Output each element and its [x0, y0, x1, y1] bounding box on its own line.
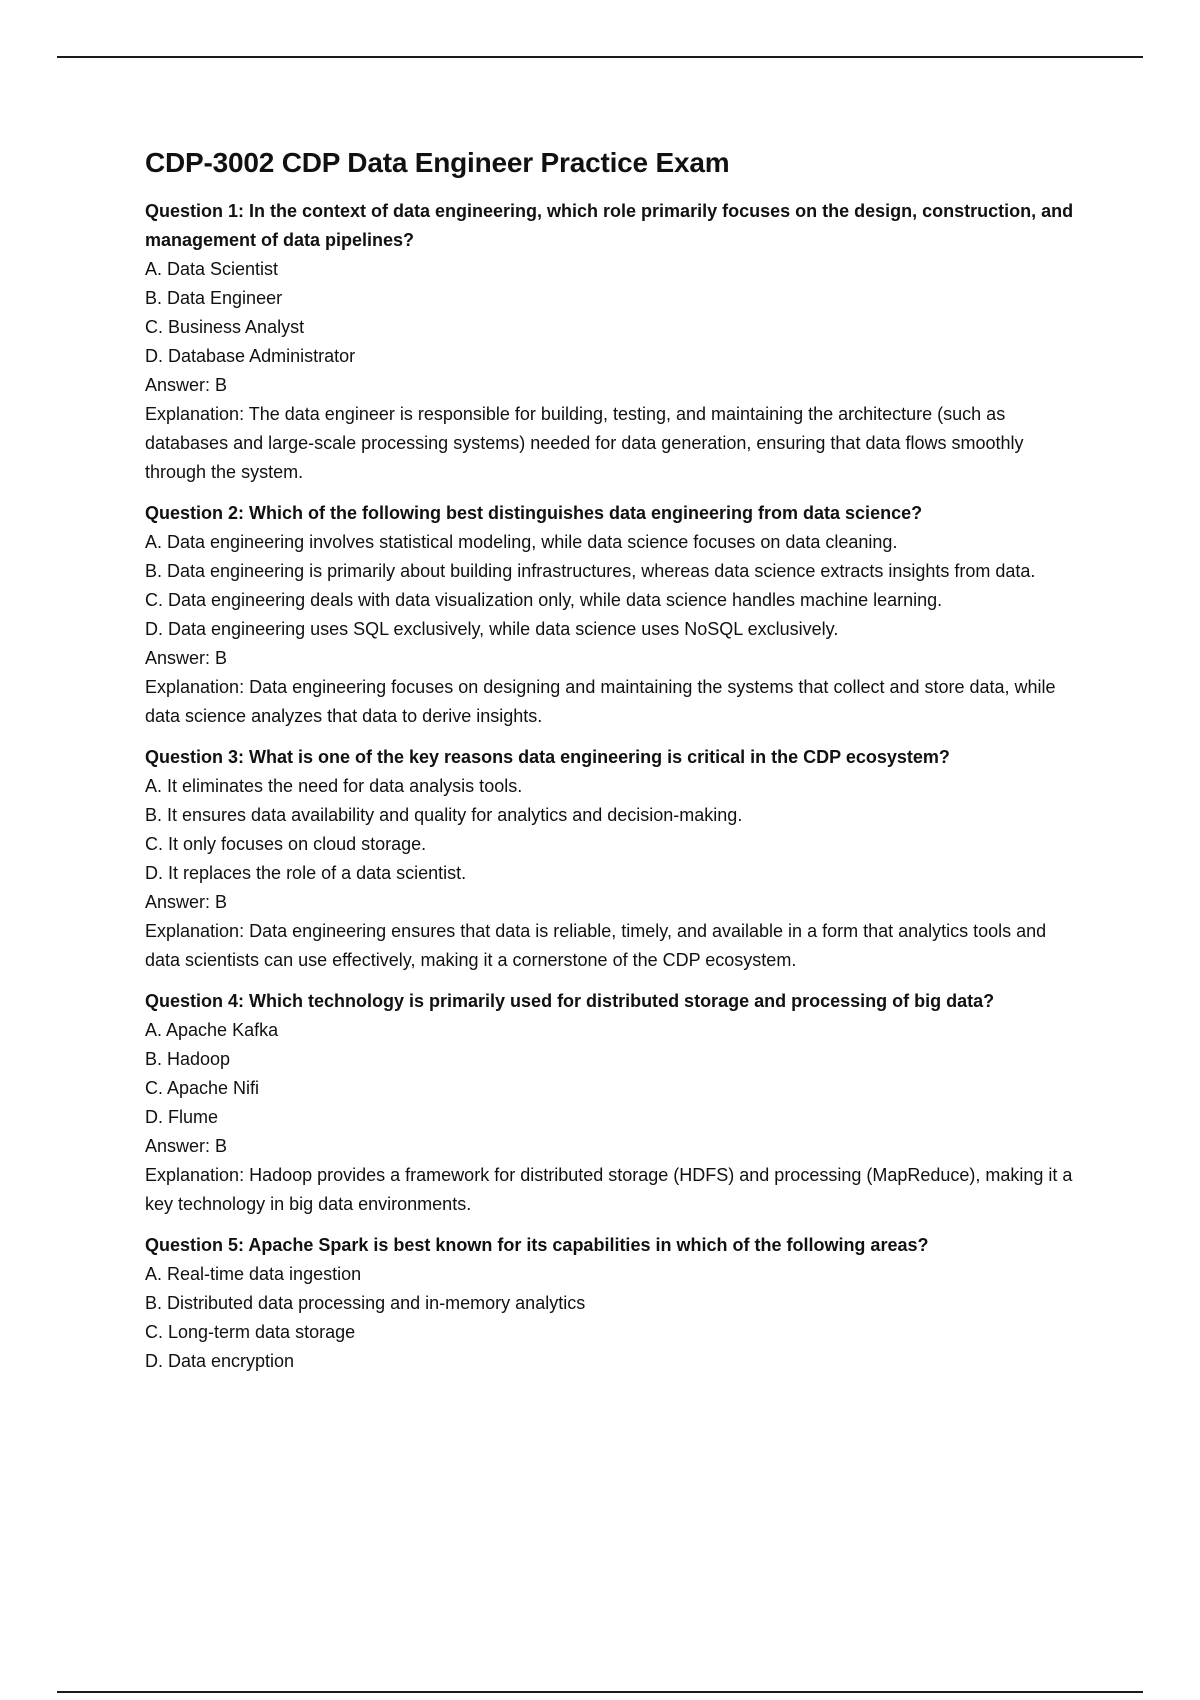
answer-option: C. Apache Nifi — [145, 1078, 260, 1098]
answer-option: A. Data Scientist — [145, 259, 279, 279]
answer-option: C. Data engineering deals with data visualization only, while data science handles machine learning. — [145, 590, 943, 610]
question-text: Question 4: Which technology is primarily used for distributed storage and processing of big data? — [145, 991, 995, 1011]
answer-option: A. Real-time data ingestion — [145, 1264, 362, 1284]
question-text: Question 3: What is one of the key reasons data engineering is critical in the CDP ecosystem? — [145, 747, 950, 767]
question-block — [145, 499, 1085, 731]
answer-option: D. Flume — [145, 1107, 219, 1127]
answer-option: C. Business Analyst — [145, 317, 305, 337]
answer-option: C. Long-term data storage — [145, 1322, 356, 1342]
question-text: Question 5: Apache Spark is best known for its capabilities in which of the following areas? — [145, 1235, 929, 1255]
question-text: Question 1: In the context of data engineering, which role primarily focuses on the design, construction, and management of data pipelines? — [145, 201, 1074, 250]
question-block — [145, 987, 1085, 1219]
answer-option: C. It only focuses on cloud storage. — [145, 834, 427, 854]
answer-option: D. Data encryption — [145, 1351, 295, 1371]
answer-option: D. Database Administrator — [145, 346, 356, 366]
answer-option: D. Data engineering uses SQL exclusively, while data science uses NoSQL exclusively. — [145, 619, 839, 639]
top-rule — [57, 56, 1143, 58]
document-title: CDP-3002 CDP Data Engineer Practice Exam — [145, 147, 730, 178]
correct-answer: Answer: B — [145, 892, 228, 912]
answer-option: A. Apache Kafka — [145, 1020, 279, 1040]
question-block — [145, 743, 1085, 975]
answer-option: B. Data engineering is primarily about building infrastructures, whereas data science extracts insights from data. — [145, 561, 1036, 581]
answer-option: B. Hadoop — [145, 1049, 231, 1069]
bottom-rule — [57, 1691, 1143, 1693]
explanation: Explanation: Data engineering ensures that data is reliable, timely, and available in a form that analytics tools and data scientists can use effectively, making it a cornerstone of the CDP ecosystem. — [145, 921, 1047, 970]
answer-option: A. It eliminates the need for data analysis tools. — [145, 776, 523, 796]
question-text: Question 2: Which of the following best distinguishes data engineering from data science? — [145, 503, 923, 523]
correct-answer: Answer: B — [145, 375, 228, 395]
answer-option: B. Data Engineer — [145, 288, 283, 308]
answer-option: D. It replaces the role of a data scientist. — [145, 863, 467, 883]
answer-option: B. It ensures data availability and quality for analytics and decision-making. — [145, 805, 743, 825]
correct-answer: Answer: B — [145, 1136, 228, 1156]
correct-answer: Answer: B — [145, 648, 228, 668]
answer-option: A. Data engineering involves statistical modeling, while data science focuses on data cleaning. — [145, 532, 898, 552]
answer-option: B. Distributed data processing and in-memory analytics — [145, 1293, 586, 1313]
document-body — [145, 146, 1085, 1388]
question-block — [145, 197, 1085, 487]
explanation: Explanation: Data engineering focuses on designing and maintaining the systems that collect and store data, while data science analyzes that data to derive insights. — [145, 677, 1056, 726]
explanation: Explanation: The data engineer is responsible for building, testing, and maintaining the architecture (such as databases and large-scale processing systems) needed for data generation, ensuring that data flows smoothly through the system. — [145, 404, 1024, 482]
explanation: Explanation: Hadoop provides a framework for distributed storage (HDFS) and processing (MapReduce), making it a key technology in big data environments. — [145, 1165, 1073, 1214]
question-block — [145, 1231, 1085, 1376]
